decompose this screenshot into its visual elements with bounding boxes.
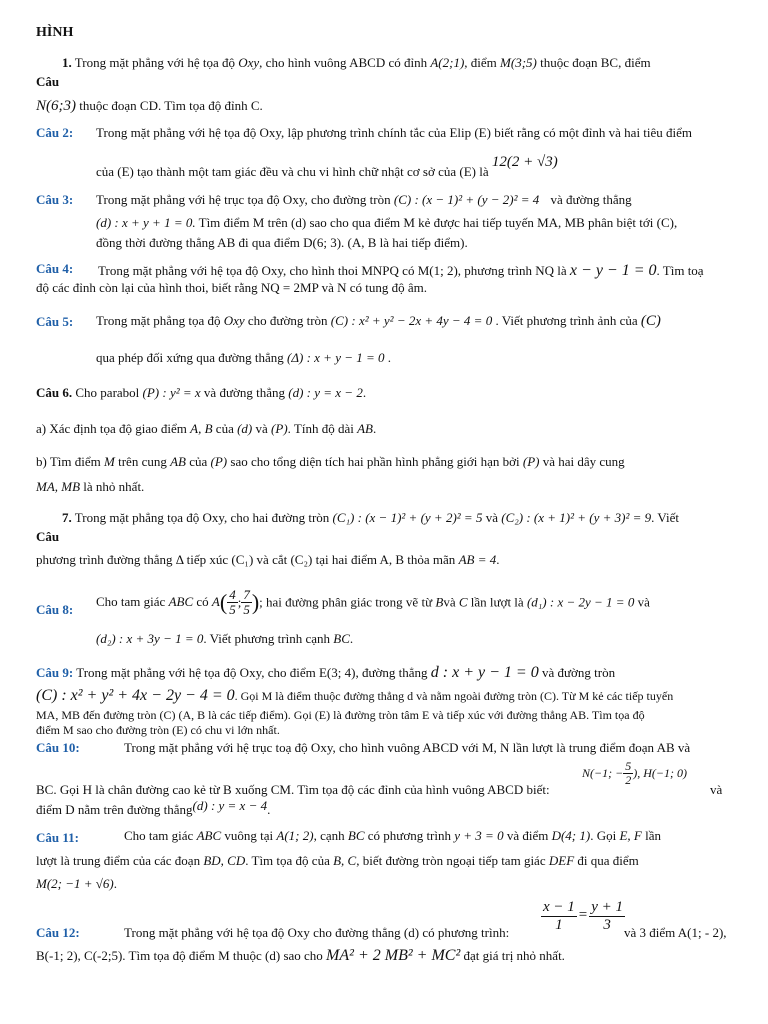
question-number: 7. (62, 510, 72, 525)
worksheet-page: HÌNH 1. Trong mặt phẳng với hệ tọa độ Oxy, cho hình vuông ABCD có đỉnh A(2;1), điểm M(3;5) thuộc đoạn BC, điểm Câu N(6;3) thuộc đoạn CD. Tìm tọa độ đỉnh C. Câu 2: Trong mặt phẳng với hệ tọa độ Oxy, lập phương trình chính tắc của Elip (E) biết rằng có một đỉnh và hai tiêu điểm của (E) tạo thành một tam giác đều và chu vi hình chữ nhật cơ sở của (E) là 12(2 + √3) Câu 3: Trong mặt phẳng với hệ trục tọa độ Oxy, cho đường tròn (C) : (x − 1)² + (y − 2)² = 4 và đường thẳng (d) : x + y + 1 = 0. Tìm điểm M trên (d) sao cho qua điểm M kẻ được hai tiếp tuyến MA, MB phân biệt tới (C), đồng thời đường thẳng AB đi qua điểm D(6; 3). (A, B là hai tiếp điểm). Câu 4: Trong mặt phẳng với hệ tọa độ Oxy, cho hình thoi MNPQ có M(1; 2), phương trình NQ là x − y − 1 = 0. Tìm toạ độ các đỉnh còn lại của hình thoi, biết rằng NQ = 2MP và N có tung độ âm. Câu 5: Trong mặt phẳng tọa độ Oxy cho đường tròn (C) : x² + y² − 2x + 4y − 4 = 0 . Viết phương trình ảnh của (C) qua phép đối xứng qua đường thẳng (Δ) : x + y − 1 = 0 . Câu 6. Cho parabol (P) : y² = x và đường thẳng (d) : y = x − 2. a) Xác định tọa độ giao điểm A, B của (d) và (P). Tính độ dài AB. b) Tìm điểm M trên cung AB của (P) sao cho tổng diện tích hai phần hình phẳng giới hạn bởi (P) và hai dây cung MA, MB là nhỏ nhất. 7. Trong mặt phẳng tọa độ Oxy, cho hai đường tròn (C₁) : (x − 1)² + (y + 2)² = 5 và (C₂) : (x + 1)² + (y + 3)² = 9. Viết Câu phương trình đường thẳng Δ tiếp xúc (C₁) và cắt (C₂) tại hai điểm A, B thỏa mãn AB = 4. Câu 8: Cho tam giác ABC có A( $\frac{4}{5}$ ; $\frac{7}{5}$ ); hai đường phân giác trong vẽ từ Bvà C lần lượt là (d₁) : x − 2y − 1 = 0 và (d₂) : x + 3y − 1 = 0. Viết phương trình cạnh BC. Câu 9: Trong mặt phẳng với hệ tọa độ Oxy, cho điểm E(3; 4), đường thẳng d : x + y − 1 = 0 và đường tròn (C) : x² + y² + 4x − 2y − 4 = 0. Gọi M là điểm thuộc đường thẳng d và nằm ngoài đường tròn (C). Từ M kẻ các tiếp tuyến MA, MB đến đường tròn (C) (A, B là các tiếp điểm). Gọi (E) là đường tròn tâm E và tiếp xúc với đường thẳng AB. Tìm tọa độ điểm M sao cho đường tròn (E) có chu vi lớn nhất. Câu 10: Trong mặt phẳng với hệ trục toạ độ Oxy, cho hình vuông ABCD với M, N lần lượt là trung điểm đoạn AB và BC. Gọi H là chân đường cao kẻ từ B xuống CM. Tìm tọa độ các đỉnh của hình vuông ABCD biết: N(−1; − $\frac{5}{2}$ ), H(−1; 0) và điểm D nằm trên đường thẳng(d) : y = x − 4. Câu 11: Cho tam giác ABC vuông tại A(1; 2), cạnh BC có phương trình y + 3 = 0 và điểm D(4; 1). Gọi E, F lần lượt là trung điểm của các đoạn BD, CD. Tìm tọa độ của B, C, biết đường tròn ngoại tiếp tam giác DEF đi qua điểm M(2; −1 + √6). Câu 12: Trong mặt phẳng với hệ tọa độ Oxy cho đường thẳng (d) có phương trình: $\frac{x - 1}{1}$ = $\frac{y + 1}{3}$ và 3 điểm A(1; - 2), B(-1; 2), C(-2;5). Tìm tọa độ điểm M thuộc (d) sao cho MA² + 2 MB² + MC² đạt giá trị nhỏ nhất. (36, 25, 727, 964)
fraction: $\frac{4}{5}$ (229, 587, 236, 618)
section-heading: HÌNH (36, 25, 74, 40)
question-label: Câu 5: (36, 314, 74, 329)
question-label: Câu 2: (36, 125, 74, 140)
question-6-part-b: b) Tìm điểm M trên cung AB của (P) sao cho tổng diện tích hai phần hình phẳng giới hạn bởi (P) và hai dây cung (36, 454, 625, 469)
fraction: $\frac{x - 1}{1}$ (543, 899, 575, 933)
question-word: Câu (36, 74, 60, 89)
question-label: Câu 6. (36, 385, 73, 400)
fraction: $\frac{5}{2}$ (625, 759, 632, 788)
question-number: 1. (62, 55, 72, 70)
question-label: Câu 4: (36, 261, 74, 276)
question-label: Câu 3: (36, 192, 74, 207)
question-label: Câu 9: (36, 665, 74, 680)
question-word: Câu (36, 529, 60, 544)
question-6-part-a: a) Xác định tọa độ giao điểm A, B của (d) và (P). Tính độ dài AB. (36, 421, 377, 436)
question-label: Câu 11: (36, 830, 79, 845)
fraction: $\frac{7}{5}$ (243, 587, 250, 618)
fraction: $\frac{y + 1}{3}$ (591, 899, 624, 933)
line-equation: $\frac{x - 1}{1}$ = $\frac{y + 1}{3}$ (543, 899, 624, 933)
question-label: Câu 10: (36, 740, 80, 755)
question-label: Câu 12: (36, 925, 80, 940)
question-label: Câu 8: (36, 602, 74, 617)
